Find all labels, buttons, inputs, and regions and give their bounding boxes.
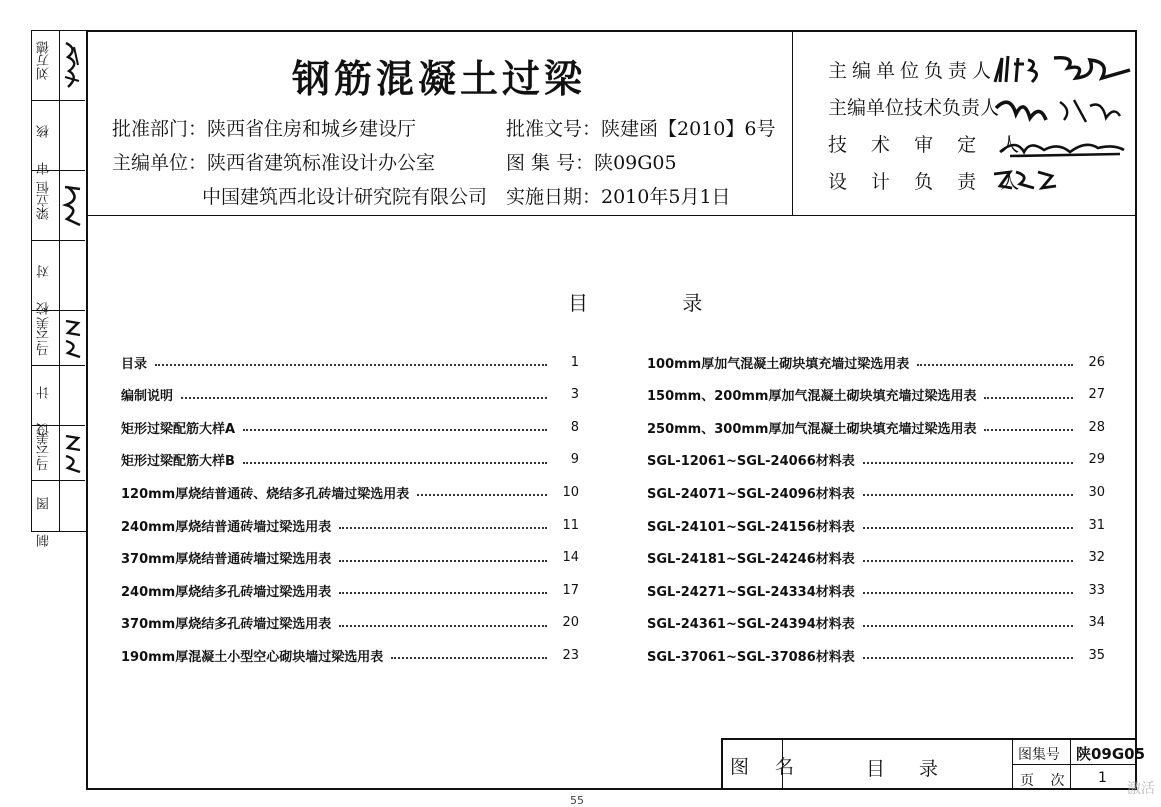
toc-leader-dots	[339, 560, 547, 562]
toc-entry-page: 9	[570, 452, 579, 468]
toc-entry-label: 100mm厚加气混凝土砌块填充墙过梁选用表	[647, 356, 910, 372]
toc-entry	[121, 548, 579, 568]
strip-row-review	[32, 101, 85, 176]
toc-leader-dots	[391, 657, 547, 659]
handwritten-signature	[60, 37, 85, 95]
toc-entry-page: 23	[562, 647, 579, 663]
toc-entry	[121, 385, 579, 405]
editor-unit-2: 中国建筑西北设计研究院有限公司	[202, 186, 488, 208]
drawing-name-label: 图 名	[730, 756, 805, 778]
toc-entry	[121, 352, 579, 372]
toc-entry-label: 370mm厚烧结普通砖墙过梁选用表	[121, 552, 332, 568]
toc-entry-page: 20	[562, 615, 579, 631]
toc-entry-label: SGL-24101~SGL-24156材料表	[647, 519, 855, 535]
toc-entry-label: 编制说明	[121, 389, 174, 405]
toc-entry	[121, 645, 579, 665]
toc-entry-label: 250mm、300mm厚加气混凝土砌块填充墙过梁选用表	[647, 421, 977, 437]
toc-entry-page: 3	[570, 387, 579, 403]
toc-entry-label: SGL-24361~SGL-24394材料表	[647, 617, 855, 633]
toc-entry-label: 370mm厚烧结多孔砖墙过梁选用表	[121, 617, 332, 633]
toc-entry-page: 35	[1088, 647, 1105, 663]
toc-title: 目 录	[568, 291, 747, 315]
watermark-text: 激活	[1127, 781, 1155, 797]
effective-date: 实施日期：2010年5月1日	[506, 186, 731, 208]
strip-role-text: 制 图	[37, 487, 52, 548]
toc-entry-page: 30	[1088, 484, 1105, 500]
toc-entry-label: 目录	[121, 356, 148, 372]
toc-entry	[121, 417, 579, 437]
toc-entry-page: 32	[1088, 550, 1105, 566]
toc-entry-page: 31	[1088, 517, 1105, 533]
footer-page-number: 55	[570, 794, 584, 807]
approve-dept: 批准部门：陕西省住房和城乡建设厅	[112, 118, 417, 140]
header-divider	[792, 30, 793, 216]
signature-strip	[31, 30, 86, 548]
strip-row-designer	[32, 426, 85, 481]
toc-entry-page: 1	[570, 354, 579, 370]
toc-entry	[647, 482, 1105, 502]
strip-row-proofreader	[32, 311, 85, 366]
toc-entry-label: 150mm、200mm厚加气混凝土砌块填充墙过梁选用表	[647, 389, 977, 405]
strip-role-text: 马云美	[37, 432, 52, 471]
toc-leader-dots	[863, 494, 1073, 496]
toc-entry	[121, 580, 579, 600]
toc-entry-label: 矩形过梁配筋大样B	[121, 454, 235, 470]
page-label: 页 次	[1020, 773, 1071, 789]
toc-entry-page: 14	[562, 550, 579, 566]
strip-role-text: 审 核	[37, 115, 52, 176]
toc-leader-dots	[984, 429, 1073, 431]
toc-entry-label: 240mm厚烧结多孔砖墙过梁选用表	[121, 584, 332, 600]
page-value: 1	[1098, 770, 1107, 786]
toc-leader-dots	[243, 429, 547, 431]
strip-row-design	[32, 366, 85, 437]
strip-role-text: 校 对	[37, 255, 52, 316]
toc-entry-page: 26	[1088, 354, 1105, 370]
toc-leader-dots	[863, 560, 1073, 562]
toc-entry	[647, 450, 1105, 470]
toc-entry-page: 29	[1088, 452, 1105, 468]
strip-role-text: 梁立恒	[37, 181, 52, 220]
toc-leader-dots	[984, 397, 1073, 399]
toc-entry	[647, 385, 1105, 405]
responsible-chief-unit: 主编单位负责人	[828, 60, 997, 82]
toc-leader-dots	[339, 625, 547, 627]
toc-entry-label: SGL-24071~SGL-24096材料表	[647, 486, 855, 502]
toc-entry-page: 34	[1088, 615, 1105, 631]
strip-role-text: 设 计	[37, 376, 52, 437]
strip-role-text: 马云美	[37, 317, 52, 356]
toc-entry-page: 11	[562, 517, 579, 533]
toc-entry	[647, 417, 1105, 437]
toc-entry	[647, 515, 1105, 535]
toc-entry-page: 28	[1088, 419, 1105, 435]
toc-entry	[647, 580, 1105, 600]
toc-leader-dots	[863, 462, 1073, 464]
drawing-name: 目 录	[866, 758, 953, 780]
strip-row-approver	[32, 31, 85, 101]
toc-leader-dots	[863, 625, 1073, 627]
toc-leader-dots	[417, 494, 547, 496]
toc-entry-page: 33	[1088, 582, 1105, 598]
toc-entry	[647, 548, 1105, 568]
toc-entry	[121, 450, 579, 470]
strip-row-proofread	[32, 241, 85, 316]
signature-block	[990, 48, 1135, 198]
toc-entry-label: 矩形过梁配筋大样A	[121, 421, 236, 437]
toc-entry-label: SGL-12061~SGL-24066材料表	[647, 454, 855, 470]
toc-entry-page: 27	[1088, 387, 1105, 403]
approve-doc: 批准文号：陕建函【2010】6号	[506, 118, 776, 140]
responsible-design-lead: 设 计 负 责 人	[828, 171, 1029, 193]
toc-leader-dots	[863, 657, 1073, 659]
toc-entry-page: 8	[570, 419, 579, 435]
atlas-number-value: 陕09G05	[1076, 745, 1146, 763]
toc-leader-dots	[863, 592, 1073, 594]
toc-leader-dots	[917, 364, 1073, 366]
toc-entry-page: 17	[562, 582, 579, 598]
toc-leader-dots	[339, 592, 547, 594]
handwritten-signature	[60, 315, 85, 361]
toc-leader-dots	[155, 364, 547, 366]
toc-entry	[647, 613, 1105, 633]
toc-entry	[647, 645, 1105, 665]
strip-row-reviewer	[32, 171, 85, 241]
toc-entry	[647, 352, 1105, 372]
handwritten-signature	[60, 179, 85, 233]
toc-entry	[121, 515, 579, 535]
toc-leader-dots	[863, 527, 1073, 529]
responsible-tech-approver: 技 术 审 定 人	[828, 134, 1029, 156]
strip-row-drafting	[32, 481, 85, 548]
toc-entry-label: SGL-24181~SGL-24246材料表	[647, 552, 855, 568]
strip-role-text: 刘万德	[37, 41, 52, 80]
toc-leader-dots	[243, 462, 547, 464]
toc-entry-label: 120mm厚烧结普通砖、烧结多孔砖墙过梁选用表	[121, 486, 410, 502]
toc-entry-page: 10	[562, 484, 579, 500]
toc-entry	[121, 482, 579, 502]
atlas-number: 图 集 号：陕09G05	[506, 152, 677, 174]
editor-unit: 主编单位：陕西省建筑标准设计办公室	[112, 152, 436, 174]
toc-entry-label: SGL-37061~SGL-37086材料表	[647, 649, 855, 665]
handwritten-signature	[60, 430, 85, 476]
toc-entry-label: 190mm厚混凝土小型空心砌块墙过梁选用表	[121, 649, 384, 665]
toc-entry-label: 240mm厚烧结普通砖墙过梁选用表	[121, 519, 332, 535]
toc-leader-dots	[339, 527, 547, 529]
toc-entry-label: SGL-24271~SGL-24334材料表	[647, 584, 855, 600]
toc-leader-dots	[181, 397, 547, 399]
toc-entry	[121, 613, 579, 633]
document-title: 钢筋混凝土过梁	[291, 57, 586, 101]
responsible-tech-chief: 主编单位技术负责人	[828, 97, 1000, 119]
atlas-number-label: 图集号	[1018, 747, 1060, 763]
